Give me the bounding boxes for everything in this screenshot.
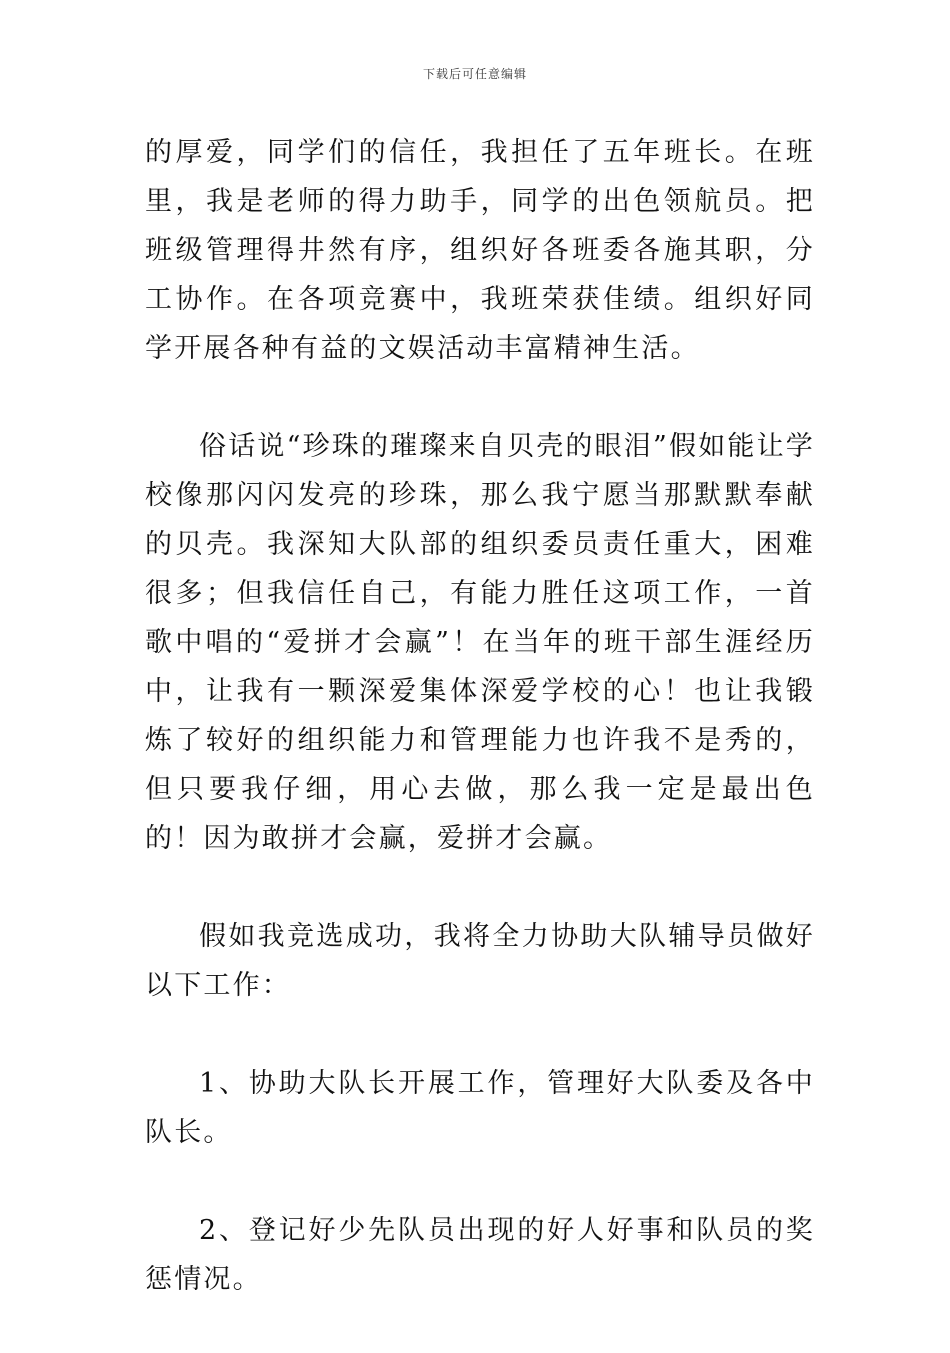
paragraph-if-elected: 假如我竞选成功，我将全力协助大队辅导员做好以下工作： [145,921,815,1001]
list-item-2: 2、登记好少先队员出现的好人好事和队员的奖惩情况。 [145,1215,815,1295]
page-header-note: 下载后可任意编辑 [422,67,527,81]
paragraph-pearl-proverb: 俗话说“珍珠的璀璨来自贝壳的眼泪”假如能让学校像那闪闪发亮的珍珠，那么我宁愿当那默默奉献的贝壳。我深知大队部的组织委员责任重大，困难很多；但我信任自己，有能力胜任这项工作，一首歌中唱的“爱拼才会赢”！在当年的班干部生涯经历中，让我有一颗深爱集体深爱学校的心！也让我锻炼了较好的组织能力和管理能力也许我不是秀的，但只要我仔细，用心去做，那么我一定是最出色的！因为敢拼才会赢，爱拼才会赢。 [145,431,816,854]
paragraph-continued: 的厚爱，同学们的信任，我担任了五年班长。在班里，我是老师的得力助手，同学的出色领航员。把班级管理得井然有序，组织好各班委各施其职，分工协作。在各项竞赛中，我班荣获佳绩。组织好同学开展各种有益的文娱活动丰富精神生活。 [145,137,815,364]
document-body [145,128,815,1353]
list-item-1: 1、协助大队长开展工作，管理好大队委及各中队长。 [145,1068,815,1148]
